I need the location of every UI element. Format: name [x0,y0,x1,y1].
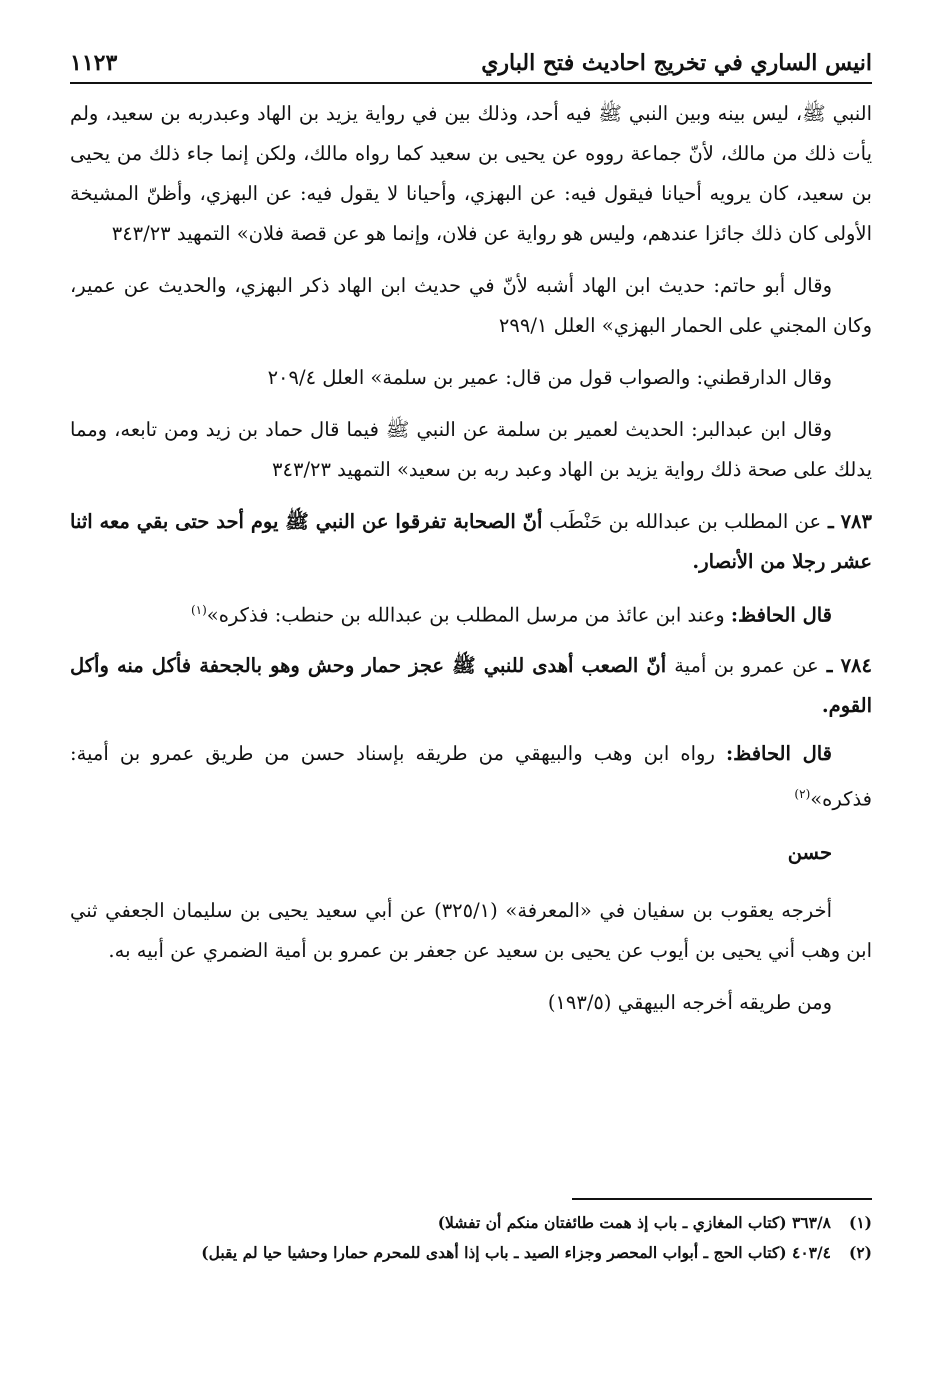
footnote-ref: (٢) [794,786,811,801]
footnotes [70,1208,872,1268]
paragraph: وقال الدارقطني: والصواب قول من قال: عمير بن سلمة» العلل ٢٠٩/٤ [267,366,832,389]
hafiz-note [70,590,872,636]
footnote-divider [572,1198,872,1200]
hadith-chain: عن المطلب بن عبدالله بن حَنْطَب [549,510,822,533]
footnote-text: ٣٦٣/٨ (كتاب المغازي ـ باب إذ همت طائفتان منكم أن تفشلا) [437,1213,831,1232]
footnote-number: (٢) [848,1243,872,1262]
paragraph: ومن طريقه أخرجه البيهقي (١٩٣/٥) [547,991,832,1014]
paragraph: أخرجه يعقوب بن سفيان في «المعرفة» (٣٢٥/١) عن أبي سعيد يحيى بن سليمان الجعفي ثني ابن وهب أني يحيى بن أيوب عن يحيى بن سعيد عن جعفر بن عمرو بن أمية الضمري عن أبيه به. [70,899,872,962]
note-label: قال الحافظ: [730,603,832,627]
footnote [70,1208,872,1238]
note-text: وعند ابن عائذ من مرسل المطلب بن عبدالله بن حنطب: فذكره» [206,603,725,627]
footnote-ref: (١) [190,603,207,617]
running-header [70,42,872,84]
paragraph: وقال ابن عبدالبر: الحديث لعمير بن سلمة عن النبي ﷺ فيما قال حماد بن زيد ومن تابعه، ومما يدلك على صحة ذلك رواية يزيد بن الهاد وعبد ربه بن سعيد» التمهيد ٣٤٣/٢٣ [70,418,872,481]
hadith-text: أنّ الصعب أهدى للنبي ﷺ عجز حمار وحش وهو بالجحفة فأكل منه وأكل القوم. [70,653,872,717]
paragraph: النبي ﷺ، ليس بينه وبين النبي ﷺ فيه أحد، وذلك بين في رواية يزيد بن الهاد وعبدربه بن سعيد، ولم يأت ذلك من مالك، لأنّ جماعة رووه عن يحيى بن سعيد كما رواه مالك، ولكن إنما جاء ذلك من يحيى بن سعيد، كان يرويه أحيانا فيقول فيه: عن البهزي، وأحيانا لا يقول فيه: عن البهزي، وأظنّ المشيخة الأولى كان ذلك جائزا عندهم، وليس هو رواية عن فلان، وإنما هو عن قصة فلان» التمهيد ٣٤٣/٢٣ [70,102,872,245]
footnote [70,1238,872,1268]
hadith-783 [70,502,872,582]
hadith-text: أنّ الصحابة تفرقوا عن النبي ﷺ يوم أحد حتى بقي معه اثنا عشر رجلا من الأنصار. [70,510,872,573]
hadith-number: ٧٨٣ ـ [827,510,872,533]
main-text [70,94,872,1035]
hadith-grade: حسن [787,841,832,864]
hadith-number: ٧٨٤ ـ [826,653,872,677]
hadith-chain: عن عمرو بن أمية [674,653,819,677]
book-title: انيس الساري في تخريج احاديث فتح الباري [481,50,872,76]
paragraph: وقال أبو حاتم: حديث ابن الهاد أشبه لأنّ في حديث ابن الهاد ذكر البهزي، والحديث عن عمير، وكان المجني على الحمار البهزي» العلل ٢٩٩/١ [70,274,872,337]
note-label: قال الحافظ: [725,741,833,765]
footnote-number: (١) [848,1213,872,1232]
footnote-text: ٤٠٣/٤ (كتاب الحج ـ أبواب المحصر وجزاء الصيد ـ باب إذا أهدى للمحرم حمارا وحشيا حيا لم يقبل) [201,1243,831,1262]
hadith-784 [70,646,872,726]
hafiz-note [70,734,872,820]
note-text: رواه ابن وهب والبيهقي من طريقه بإسناد حسن من طريق عمرو بن أمية: فذكره» [70,741,872,810]
page-number: ١١٢٣ [70,50,118,76]
